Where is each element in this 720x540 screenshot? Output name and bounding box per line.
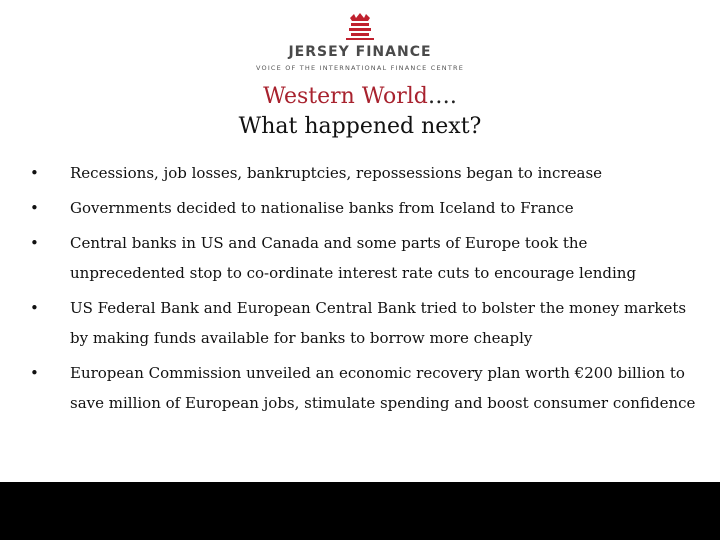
bullet-text: Governments decided to nationalise banks from Iceland to France [70,199,574,217]
slide-title [0,82,720,142]
footer-bar [0,482,720,540]
title-line-1-dots: …. [427,84,457,109]
lion-crest-icon [340,12,380,42]
bullet-marker: • [30,299,39,317]
bullet-marker: • [30,199,39,217]
bullet-item [30,293,700,353]
title-line-1-text: Western World [263,84,428,109]
bullet-marker: • [30,364,39,382]
bullet-text: US Federal Bank and European Central Bank tried to bolster the money markets by making funds available for banks to borrow more cheaply [70,299,687,347]
bullet-item [30,228,700,288]
brand-name: JERSEY FINANCE [288,44,432,60]
title-line-2: What happened next? [238,114,482,139]
bullet-item [30,358,700,418]
title-line-1 [0,82,720,112]
bullet-marker: • [30,234,39,252]
bullet-text: European Commission unveiled an economic recovery plan worth €200 billion to save million of European jobs, stimulate spending and boost consumer confidence [70,364,696,412]
bullet-item [30,158,700,188]
jersey-finance-logo [0,12,720,72]
bullet-text: Central banks in US and Canada and some parts of Europe took the unprecedented stop to co-ordinate interest rate cuts to encourage lending [70,234,637,282]
bullet-marker: • [30,164,39,182]
bullet-list [30,158,700,423]
bullet-text: Recessions, job losses, bankruptcies, repossessions began to increase [70,164,603,182]
brand-tagline: VOICE OF THE INTERNATIONAL FINANCE CENTRE [255,64,465,72]
bullet-item [30,193,700,223]
